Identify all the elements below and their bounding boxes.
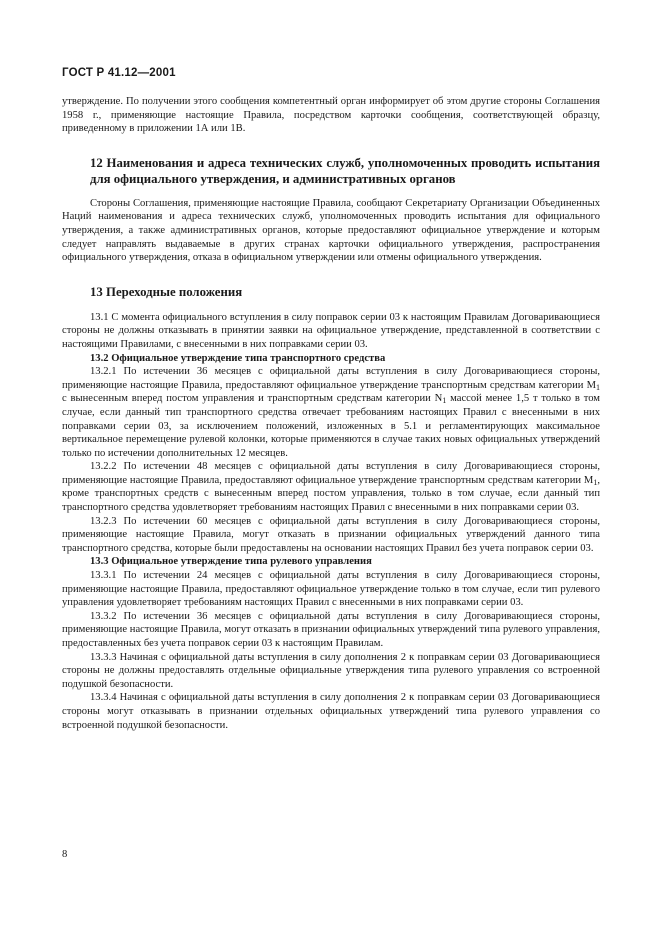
clause-13-2-1: [62, 365, 600, 460]
section-12-paragraph: Стороны Соглашения, применяющие настоящие Правила, сообщают Секретариату Организации Объединенных Наций наименования и адреса технических служб, уполномоченных проводить испытания для официального утверждения, а также административных органов, которые предоставляют официальное утверждение и которым следует направлять выдаваемые в других странах карточки официального утверждения, распространения официального утверждения, отказа в официальном утверждении или отмены официального утверждения.: [62, 197, 600, 264]
clause-13-2-1-part-b: с вынесенным вперед постом управления и транспортным средствам категории N: [62, 393, 443, 405]
clause-13-3-2: 13.3.2 По истечении 36 месяцев с официальной даты вступления в силу Договаривающиеся стороны, применяющие настоящие Правила, могут отказать в признании официальных утверждений типа рулевого управления, предоставленных без учета поправок серии 03 к настоящим Правилам.: [62, 610, 600, 649]
document-body: [62, 95, 600, 732]
clause-13-2-1-part-a: 13.2.1 По истечении 36 месяцев с официальной даты вступления в силу Договаривающиеся стороны, применяющие настоящие Правила, предоставляют официальное утверждение транспортным средствам категории M: [62, 366, 600, 391]
subsection-13-2-heading: 13.2 Официальное утверждение типа транспортного средства: [90, 352, 386, 364]
clause-13-2-1-part-c: массой менее 1,5 т только в том случае, если данный тип транспортного средства отвечает требованиям настоящих Правил с внесенными в них поправками серии 03, за исключением положений, изложенных в 5.1 и регламентирующих максимальное вертикальное перемещение рулевой колонки, которые применяются в случае таких новых официальных утверждений только по истечении дополнительных 12 месяцев.: [62, 393, 600, 459]
subsection-13-3-heading: 13.3 Официальное утверждение типа рулевого управления: [90, 556, 372, 568]
clause-13-3-3: 13.3.3 Начиная с официальной даты вступления в силу дополнения 2 к поправкам серии 03 Договаривающиеся стороны не должны предоставлять отдельные официальные утверждения типа рулевого управления со встроенной подушкой безопасности.: [62, 651, 600, 690]
page-number: 8: [62, 849, 68, 860]
clause-13-2-2-part-b: , кроме транспортных средств с вынесенным вперед постом управления, только в том случае, если данный тип транспортного средства удовлетворяет требованиям настоящих Правил с внесенными в них поправками серии 03.: [62, 474, 600, 514]
clause-13-2-2-part-a: 13.2.2 По истечении 48 месяцев с официальной даты вступления в силу Договаривающиеся стороны, применяющие настоящие Правила, предоставляют официальное утверждение транспортным средствам категории M: [62, 461, 600, 486]
document-header: ГОСТ Р 41.12—2001: [62, 67, 176, 79]
category-subscript: 1: [593, 477, 598, 487]
clause-13-3-1: 13.3.1 По истечении 24 месяцев с официальной даты вступления в силу Договаривающиеся стороны, применяющие настоящие Правила, предоставляют официальное утверждение только в том случае, если тип рулевого управления удовлетворяет требованиям настоящих Правил с внесенными в них поправками серии 03.: [62, 570, 600, 609]
clause-13-1: 13.1 С момента официального вступления в силу поправок серии 03 к настоящим Правилам Договаривающиеся стороны не должны отказывать в принятии заявки на официальное утверждение, представленной в соответствии с настоящими Правилами, с внесенными в них поправками серии 03.: [62, 311, 600, 350]
intro-paragraph: утверждение. По получении этого сообщения компетентный орган информирует об этом другие стороны Соглашения 1958 г., применяющие настоящие Правила, посредством карточки сообщения, соответствующей образцу, приведенному в приложении 1А или 1В.: [62, 96, 600, 135]
category-subscript: 1: [442, 396, 447, 406]
clause-13-3-4: 13.3.4 Начиная с официальной даты вступления в силу дополнения 2 к поправкам серии 03 Договаривающиеся стороны могут отказывать в признании отдельных официальных утверждений типа рулевого управления со встроенной подушкой безопасности.: [62, 692, 600, 731]
clause-13-2-2: [62, 460, 600, 514]
section-13-heading: 13 Переходные положения: [90, 284, 243, 299]
category-subscript: 1: [596, 382, 600, 392]
clause-13-2-3: 13.2.3 По истечении 60 месяцев с официальной даты вступления в силу Договаривающиеся стороны, применяющие настоящие Правила, могут отказать в признании официальных утверждений данного типа транспортного средства, которые были предоставлены на основании настоящих Правил без учета поправок серии 03.: [62, 515, 600, 554]
section-12-heading: 12 Наименования и адреса технических служб, уполномоченных проводить испытания для официального утверждения, и административных органов: [90, 155, 600, 186]
